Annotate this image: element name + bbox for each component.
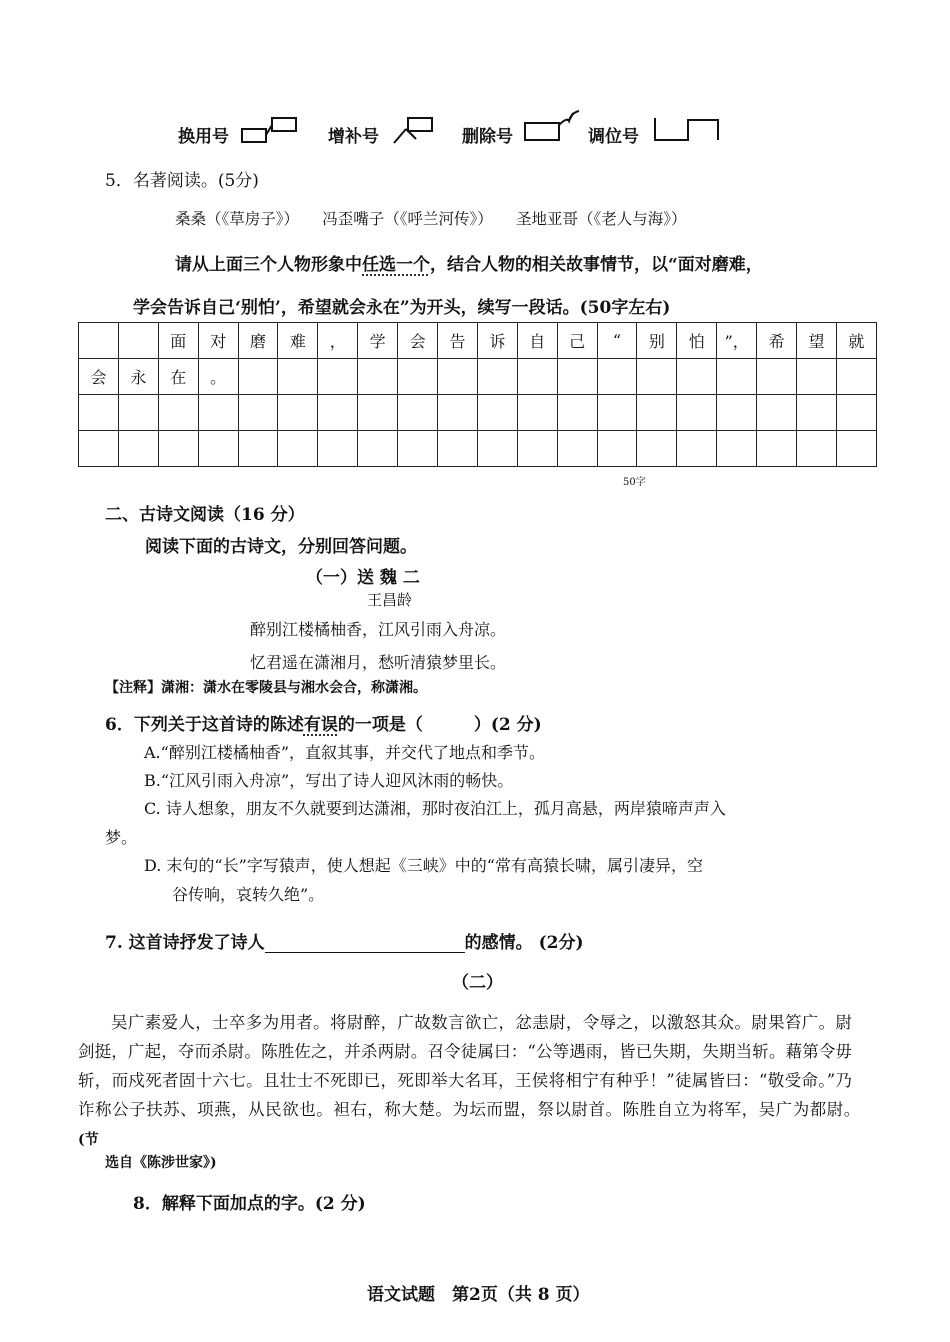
grid-cell[interactable] (677, 359, 717, 395)
symbol-label-transpose: 调位号 (588, 127, 639, 147)
grid-cell[interactable] (757, 431, 797, 467)
grid-cell[interactable] (797, 359, 837, 395)
q7-part-b: 的感情。 (2分) (464, 933, 584, 953)
q6-stem (105, 710, 542, 735)
grid-cell[interactable]: 怕 (677, 323, 717, 359)
poem-author: 王昌龄 (367, 591, 413, 609)
q6-stem-emphasis: 有误 (303, 715, 338, 735)
grid-cell[interactable] (198, 431, 238, 467)
q5-prompt-line2: 学会告诉自己‘别怕’，希望就会永在”为开头，续写一段话。(50字左右) (133, 298, 671, 318)
transpose-mark-icon (652, 115, 722, 143)
part2-passage (78, 1008, 852, 1155)
grid-cell[interactable] (557, 431, 597, 467)
grid-cell[interactable] (836, 431, 876, 467)
grid-cell[interactable] (637, 431, 677, 467)
grid-cell[interactable]: 会 (79, 359, 119, 395)
grid-cell[interactable] (158, 431, 198, 467)
grid-cell[interactable] (278, 359, 318, 395)
grid-cell[interactable] (836, 395, 876, 431)
grid-cell[interactable] (198, 395, 238, 431)
grid-cell[interactable] (318, 359, 358, 395)
q5-prompt-part-b: ，结合人物的相关故事情节，以“面对磨难， (430, 255, 763, 275)
grid-row (79, 431, 877, 467)
grid-cell[interactable] (278, 395, 318, 431)
writing-grid[interactable] (78, 322, 877, 467)
grid-row (79, 323, 877, 359)
grid-cell[interactable] (637, 395, 677, 431)
grid-cell[interactable] (438, 359, 478, 395)
grid-cell[interactable] (797, 431, 837, 467)
grid-cell[interactable] (79, 323, 119, 359)
grid-cell[interactable] (677, 431, 717, 467)
grid-cell[interactable] (358, 359, 398, 395)
poem-line-2: 忆君遥在潇湘月，愁听清猿梦里长。 (250, 653, 507, 672)
grid-cell[interactable] (717, 359, 757, 395)
grid-cell[interactable] (238, 431, 278, 467)
q6-stem-part-a: 6．下列关于这首诗的陈述 (105, 715, 304, 735)
grid-cell[interactable] (517, 359, 557, 395)
q6-option-b[interactable]: B.“江风引雨入舟凉”，写出了诗人迎风沐雨的畅快。 (144, 771, 514, 790)
q7-part-a: 7. 这首诗抒发了诗人 (105, 933, 265, 953)
grid-cell[interactable] (79, 395, 119, 431)
grid-cell[interactable]: “ (597, 323, 637, 359)
grid-cell[interactable]: 就 (836, 323, 876, 359)
grid-cell[interactable] (158, 395, 198, 431)
grid-cell[interactable] (637, 359, 677, 395)
grid-cell[interactable] (398, 359, 438, 395)
symbol-label-insert: 增补号 (328, 127, 379, 147)
grid-cell[interactable] (477, 431, 517, 467)
poem-line-1: 醉别江楼橘柚香，江风引雨入舟凉。 (250, 620, 507, 639)
grid-cell[interactable] (597, 431, 637, 467)
part2-title: （二） (452, 973, 503, 993)
q6-option-d[interactable]: D. 末句的“长”字写猿声，使人想起《三峡》中的“常有高猿长啸，属引凄异，空 (144, 856, 703, 875)
grid-cell[interactable]: 永 (118, 359, 158, 395)
grid-cell[interactable]: 自 (517, 323, 557, 359)
q5-prompt-part-a: 请从上面三个人物形象中 (175, 255, 362, 275)
grid-cell[interactable]: 难 (278, 323, 318, 359)
q6-option-c[interactable]: C. 诗人想象，朋友不久就要到达潇湘，那时夜泊江上，孤月高悬，两岸猿啼声声入 (144, 799, 726, 818)
grid-cell[interactable] (238, 359, 278, 395)
grid-cell[interactable] (677, 395, 717, 431)
grid-cell[interactable] (118, 323, 158, 359)
grid-cell[interactable]: 告 (438, 323, 478, 359)
grid-cell[interactable] (517, 395, 557, 431)
q5-characters: 桑桑（《草房子》） 冯歪嘴子（《呼兰河传》） 圣地亚哥（《老人与海》） (175, 210, 687, 228)
grid-cell[interactable] (477, 395, 517, 431)
poem-note: 【注释】潇湘：潇水在零陵县与湘水会合，称潇湘。 (105, 680, 427, 696)
grid-cell[interactable]: ， (318, 323, 358, 359)
grid-cell[interactable] (358, 395, 398, 431)
grid-cell[interactable]: 会 (398, 323, 438, 359)
page-footer: 语文试题 第2页（共 8 页） (367, 1285, 590, 1305)
grid-cell[interactable] (398, 431, 438, 467)
grid-cell[interactable]: 在 (158, 359, 198, 395)
grid-cell[interactable] (477, 359, 517, 395)
grid-cell[interactable] (79, 431, 119, 467)
grid-cell[interactable]: 己 (557, 323, 597, 359)
grid-cell[interactable]: 磨 (238, 323, 278, 359)
grid-cell[interactable] (318, 395, 358, 431)
q6-option-c-cont: 梦。 (105, 828, 138, 847)
grid-cell[interactable]: 面 (158, 323, 198, 359)
replace-mark-icon (240, 115, 302, 145)
grid-cell[interactable]: 别 (637, 323, 677, 359)
q6-option-d-cont: 谷传响，哀转久绝”。 (172, 885, 325, 904)
grid-cell[interactable] (597, 395, 637, 431)
grid-cell[interactable] (717, 395, 757, 431)
q5-prompt-emphasis: 任选一个 (362, 255, 430, 275)
grid-cell[interactable] (358, 431, 398, 467)
symbol-label-replace: 换用号 (178, 127, 229, 147)
grid-row (79, 395, 877, 431)
delete-mark-icon (523, 109, 583, 143)
grid-row (79, 359, 877, 395)
grid-cell[interactable]: ”， (717, 323, 757, 359)
q6-option-a[interactable]: A.“醉别江楼橘柚香”，直叙其事，并交代了地点和季节。 (144, 743, 546, 762)
part2-source-a: (节 (78, 1132, 99, 1148)
q8-title: 8．解释下面加点的字。(2 分) (133, 1194, 366, 1214)
part2-passage-text: 吴广素爱人，士卒多为用者。将尉醉，广故数言欲亡，忿恚尉，令辱之，以激怒其众。尉果笞广。尉剑挺，广起，夺而杀尉。陈胜佐之，并杀两尉。召令徒属曰：“公等遇雨，皆已失期，失期当斩。藉第令毋斩，而戍死者固十六七。且壮士不死即已，死即举大名耳，王侯将相宁有种乎！”徒属皆曰：“敬受命。”乃诈称公子扶苏、项燕，从民欲也。袒右，称大楚。为坛而盟，祭以尉首。陈胜自立为将军，吴广为都尉。 (78, 1013, 852, 1119)
q7-question (105, 928, 584, 953)
grid-cell[interactable] (238, 395, 278, 431)
grid-cell[interactable] (278, 431, 318, 467)
part2-source: 选自《陈涉世家》) (105, 1155, 217, 1171)
grid-cell[interactable] (118, 431, 158, 467)
q6-stem-part-b: 的一项是（ ）(2 分) (337, 715, 542, 735)
grid-cell[interactable] (597, 359, 637, 395)
grid-cell[interactable] (797, 395, 837, 431)
grid-cell[interactable]: 诉 (477, 323, 517, 359)
q5-title: 5．名著阅读。(5分) (105, 171, 259, 191)
grid-cell[interactable] (757, 359, 797, 395)
grid-cell[interactable]: 学 (358, 323, 398, 359)
grid-cell[interactable]: 。 (198, 359, 238, 395)
grid-cell[interactable] (318, 431, 358, 467)
insert-mark-icon (390, 115, 436, 145)
grid-cell[interactable]: 希 (757, 323, 797, 359)
section2-title: 二、古诗文阅读（16 分） (105, 505, 305, 525)
symbol-label-delete: 删除号 (462, 127, 513, 147)
q7-answer-blank[interactable] (265, 934, 465, 953)
grid-cell[interactable]: 对 (198, 323, 238, 359)
poem-title: （一）送 魏 二 (306, 568, 420, 588)
grid-cell[interactable] (717, 431, 757, 467)
grid-cell[interactable] (438, 395, 478, 431)
section2-intro: 阅读下面的古诗文，分别回答问题。 (145, 537, 417, 557)
grid-cell[interactable] (557, 359, 597, 395)
grid-cell[interactable] (517, 431, 557, 467)
word-count-mark: 50字 (623, 477, 646, 488)
q5-prompt-line1 (175, 250, 763, 275)
grid-cell[interactable] (398, 395, 438, 431)
grid-cell[interactable] (836, 359, 876, 395)
grid-cell[interactable] (757, 395, 797, 431)
grid-cell[interactable]: 望 (797, 323, 837, 359)
grid-cell[interactable] (438, 431, 478, 467)
grid-cell[interactable] (557, 395, 597, 431)
grid-cell[interactable] (118, 395, 158, 431)
